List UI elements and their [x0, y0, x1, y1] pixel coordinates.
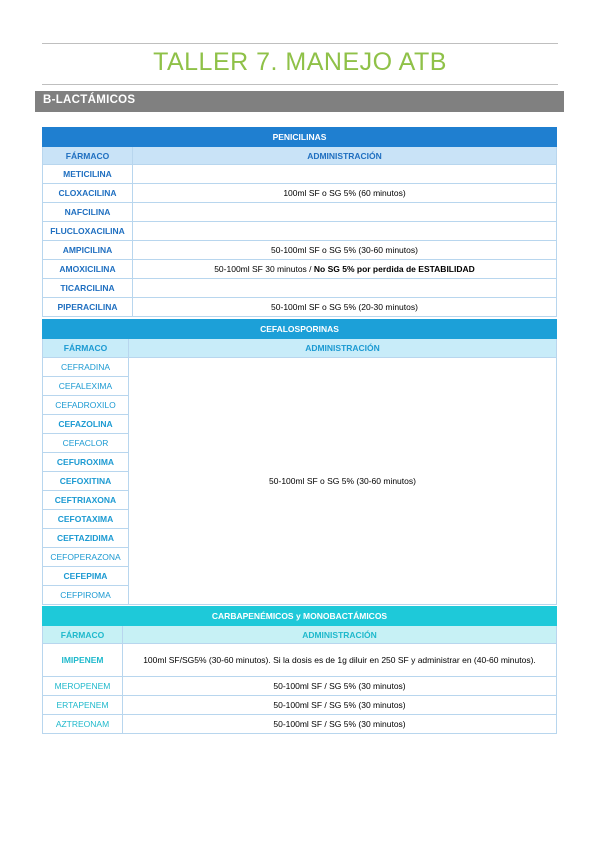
drug-name: NAFCILINA [43, 203, 133, 222]
table-row [43, 644, 557, 677]
drug-name: MEROPENEM [43, 677, 123, 696]
drug-name: CLOXACILINA [43, 184, 133, 203]
carbapenemicos-table [42, 606, 557, 734]
table-row [43, 203, 557, 222]
penicilinas-title: PENICILINAS [43, 128, 557, 147]
drug-name: AMPICILINA [43, 241, 133, 260]
col-header-drug: FÁRMACO [43, 339, 129, 358]
col-header-drug: FÁRMACO [43, 626, 123, 644]
table-row [43, 677, 557, 696]
table-row [43, 222, 557, 241]
cefalosporinas-band [43, 320, 557, 339]
drug-name: FLUCLOXACILINA [43, 222, 133, 241]
admin-cell: 100ml SF/SG5% (30-60 minutos). Si la dosis es de 1g diluir en 250 SF y administrar en (40-60 minutos). [123, 644, 557, 677]
carbapenemicos-title: CARBAPENÉMICOS y MONOBACTÁMICOS [43, 607, 557, 626]
drug-name: CEFAZOLINA [43, 415, 129, 434]
admin-cell: 100ml SF o SG 5% (60 minutos) [133, 184, 557, 203]
penicilinas-band [43, 128, 557, 147]
cefalosporinas-table [42, 319, 557, 605]
col-header-admin: ADMINISTRACIÓN [129, 339, 557, 358]
page-title: TALLER 7. MANEJO ATB [153, 48, 447, 76]
table-row [43, 260, 557, 279]
cefalosporinas-header-row [43, 339, 557, 358]
drug-name: METICILINA [43, 165, 133, 184]
admin-cell: 50-100ml SF / SG 5% (30 minutos) [123, 715, 557, 734]
penicilinas-table [42, 127, 557, 317]
col-header-admin: ADMINISTRACIÓN [133, 147, 557, 165]
table-row [43, 715, 557, 734]
drug-name: IMIPENEM [43, 644, 123, 677]
drug-name: CEFEPIMA [43, 567, 129, 586]
section-title: B-LACTÁMICOS [43, 94, 136, 106]
table-row [43, 184, 557, 203]
drug-name: CEFTRIAXONA [43, 491, 129, 510]
admin-text: 50-100ml SF 30 minutos / [214, 264, 314, 274]
drug-name: CEFUROXIMA [43, 453, 129, 472]
title-underline [42, 84, 558, 85]
drug-name: TICARCILINA [43, 279, 133, 298]
admin-cell [133, 222, 557, 241]
admin-cell [133, 203, 557, 222]
penicilinas-header-row [43, 147, 557, 165]
drug-name: CEFOPERAZONA [43, 548, 129, 567]
admin-cell: 50-100ml SF o SG 5% (20-30 minutos) [133, 298, 557, 317]
carbapenemicos-band [43, 607, 557, 626]
drug-name: CEFRADINA [43, 358, 129, 377]
admin-cell [133, 260, 557, 279]
drug-name: AZTREONAM [43, 715, 123, 734]
drug-name: CEFACLOR [43, 434, 129, 453]
drug-name: CEFOTAXIMA [43, 510, 129, 529]
col-header-drug: FÁRMACO [43, 147, 133, 165]
col-header-admin: ADMINISTRACIÓN [123, 626, 557, 644]
top-rule [42, 43, 558, 44]
drug-name: CEFPIROMA [43, 586, 129, 605]
table-row [43, 358, 557, 377]
admin-cell [133, 279, 557, 298]
admin-cell [133, 165, 557, 184]
admin-cell: 50-100ml SF o SG 5% (30-60 minutos) [133, 241, 557, 260]
drug-name: CEFTAZIDIMA [43, 529, 129, 548]
drug-name: PIPERACILINA [43, 298, 133, 317]
cefalosporinas-title: CEFALOSPORINAS [43, 320, 557, 339]
admin-cell: 50-100ml SF o SG 5% (30-60 minutos) [129, 358, 557, 605]
drug-name: ERTAPENEM [43, 696, 123, 715]
section-header [35, 91, 564, 112]
drug-name: CEFOXITINA [43, 472, 129, 491]
table-row [43, 696, 557, 715]
table-row [43, 241, 557, 260]
table-row [43, 165, 557, 184]
carbapenemicos-header-row [43, 626, 557, 644]
drug-name: CEFALEXIMA [43, 377, 129, 396]
table-row [43, 298, 557, 317]
table-row [43, 279, 557, 298]
admin-cell: 50-100ml SF / SG 5% (30 minutos) [123, 677, 557, 696]
drug-name: AMOXICILINA [43, 260, 133, 279]
admin-cell: 50-100ml SF / SG 5% (30 minutos) [123, 696, 557, 715]
drug-name: CEFADROXILO [43, 396, 129, 415]
admin-warning: No SG 5% por perdida de ESTABILIDAD [313, 264, 475, 274]
